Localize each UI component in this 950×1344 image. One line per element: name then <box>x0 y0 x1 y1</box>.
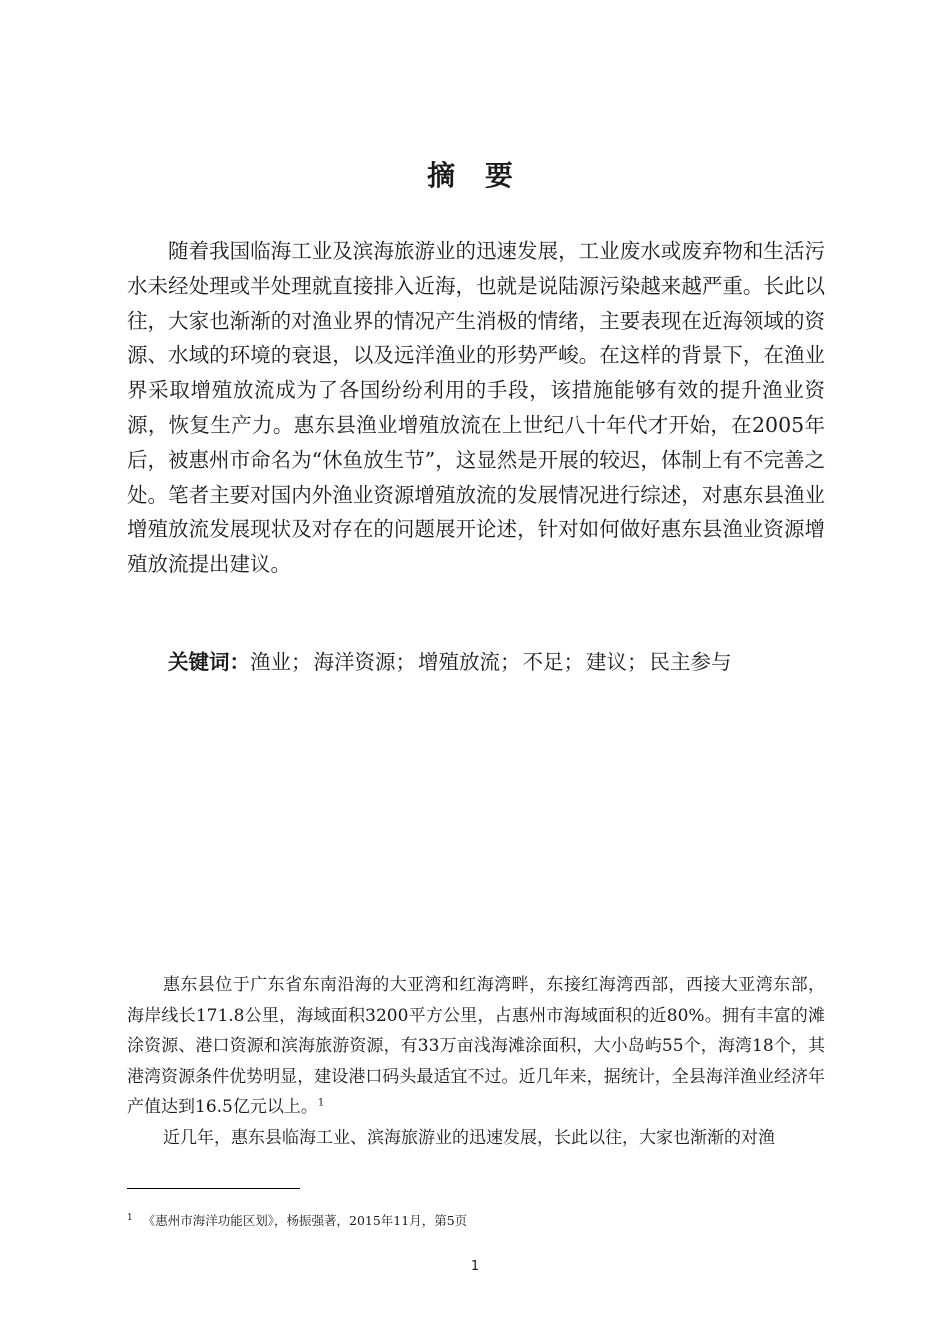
keyword-separator: ； <box>627 650 648 674</box>
body-paragraph-text: 惠东县位于广东省东南沿海的大亚湾和红海湾畔，东接红海湾西部，西接大亚湾东部，海岸线长171.8公里，海域面积3200平方公里，占惠州市海域面积的近80%。拥有丰富的滩涂资源、港口资源和滨海旅游资源，有33万亩浅海滩涂面积，大小岛屿55个，海湾18个，其港湾资源条件优势明显，建设港口码头最适宜不过。近几年来，据统计，全县海洋渔业经济年产值达到16.5亿元以上。 <box>127 975 825 1117</box>
footnote-reference[interactable]: 1 <box>317 1097 325 1109</box>
keyword-item: 海洋资源 <box>313 650 396 674</box>
keywords-label: 关键词： <box>168 650 250 674</box>
body-paragraph <box>127 1123 825 1154</box>
keyword-separator: ； <box>395 650 416 674</box>
footnote-mark: 1 <box>127 1213 133 1223</box>
keyword-separator: ； <box>291 650 312 674</box>
abstract-text: 随着我国临海工业及滨海旅游业的迅速发展，工业废水或废弃物和生活污水未经处理或半处理就直接排入近海，也就是说陆源污染越来越严重。长此以往，大家也渐渐的对渔业界的情况产生消极的情绪，主要表现在近海领域的资源、水域的环境的衰退，以及远洋渔业的形势严峻。在这样的背景下，在渔业界采取增殖放流成为了各国纷纷利用的手段，该措施能够有效的提升渔业资源，恢复生产力。惠东县渔业增殖放流在上世纪八十年代才开始，在2005年后，被惠州市命名为“休鱼放生节”，这显然是开展的较迟，体制上有不完善之处。笔者主要对国内外渔业资源增殖放流的发展情况进行综述，对惠东县渔业增殖放流发展现状及对存在的问题展开论述，针对如何做好惠东县渔业资源增殖放流提出建议。 <box>127 239 825 577</box>
body-text <box>127 970 825 1153</box>
keyword-item: 建议 <box>586 650 627 674</box>
keyword-item: 民主参与 <box>649 650 732 674</box>
keyword-item: 渔业 <box>250 650 291 674</box>
keyword-item: 不足 <box>522 650 564 674</box>
body-paragraph <box>127 970 825 1123</box>
body-paragraph-text: 近几年，惠东县临海工业、滨海旅游业的迅速发展，长此以往，大家也渐渐的对渔 <box>163 1127 775 1148</box>
page-number: 1 <box>470 1259 480 1274</box>
keywords-line <box>168 646 828 678</box>
keyword-separator: ； <box>563 650 584 674</box>
keyword-item: 增殖放流 <box>418 650 500 674</box>
abstract-title: 摘 要 <box>427 159 523 192</box>
keyword-separator: ； <box>500 650 521 674</box>
footnote-divider <box>127 1188 300 1189</box>
footnote-text: 《惠州市海洋功能区划》，杨振强著，2015年11月，第5页 <box>142 1213 468 1229</box>
footnote <box>127 1208 467 1231</box>
